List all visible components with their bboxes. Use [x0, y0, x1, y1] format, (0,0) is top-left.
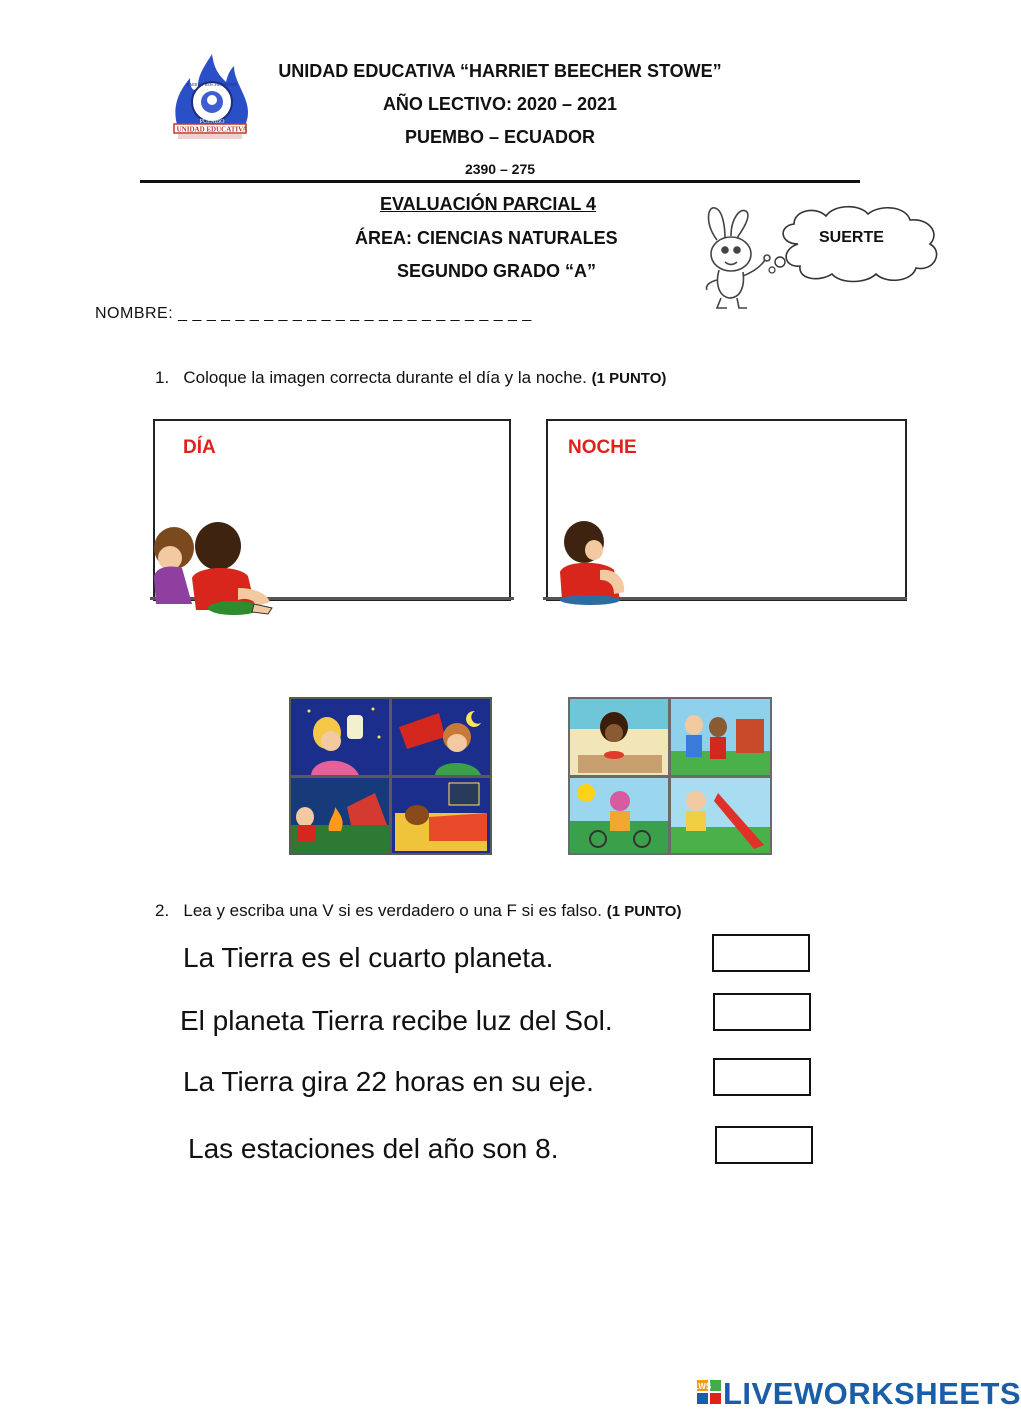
name-field[interactable]	[95, 305, 532, 323]
answer-box-2[interactable]	[713, 993, 811, 1031]
stargazing-jar-scene[interactable]	[291, 699, 389, 775]
logo-banner-text: UNIDAD EDUCATIVA	[176, 125, 248, 134]
exam-area: ÁREA: CIENCIAS NATURALES	[355, 228, 618, 248]
school-walk-scene[interactable]	[671, 699, 770, 775]
statement-4: Las estaciones del año son 8.	[188, 1133, 559, 1164]
sleeping-scene[interactable]	[392, 778, 490, 853]
playground-scene[interactable]	[671, 778, 770, 853]
answer-box-1[interactable]	[712, 934, 810, 972]
campfire-scene[interactable]	[291, 778, 389, 853]
night-images-grid[interactable]	[289, 697, 492, 855]
night-label: NOCHE	[568, 437, 637, 458]
name-blank[interactable]: _ _ _ _ _ _ _ _ _ _ _ _ _ _ _ _ _ _ _ _ _ _ _ _ _	[178, 305, 532, 322]
breakfast-scene[interactable]	[570, 699, 668, 775]
children-illustration	[148, 518, 278, 618]
question-1-number: 1.	[155, 368, 170, 387]
question-1-points: (1 PUNTO)	[591, 370, 667, 387]
logo-letter-l: LWS	[693, 1382, 712, 1391]
answer-box-4[interactable]	[715, 1126, 813, 1164]
statement-1: La Tierra es el cuarto planeta.	[183, 942, 554, 973]
liveworksheets-brand[interactable]: LIVEWORKSHEETS	[723, 1376, 1021, 1411]
statement-3: La Tierra gira 22 horas en su eje.	[183, 1066, 594, 1097]
child-illustration	[554, 520, 634, 608]
day-label: DÍA	[183, 437, 216, 458]
school-location: PUEMBO – ECUADOR	[404, 127, 596, 147]
school-name: UNIDAD EDUCATIVA “HARRIET BEECHER STOWE”	[278, 61, 722, 81]
question-2-text: Lea y escriba una V si es verdadero o una F si es falso.	[183, 901, 602, 920]
name-label: NOMBRE:	[95, 305, 174, 322]
telescope-scene[interactable]	[392, 699, 490, 775]
question-1	[155, 368, 666, 388]
logo-arc-text: HARRIET BEECHER STOWE	[186, 82, 238, 87]
header-divider	[140, 180, 860, 183]
exam-title: EVALUACIÓN PARCIAL 4	[380, 194, 597, 214]
question-2-points: (1 PUNTO)	[606, 903, 682, 920]
question-1-text: Coloque la imagen correcta durante el día y la noche.	[183, 368, 587, 387]
school-year: AÑO LECTIVO: 2020 – 2021	[382, 94, 618, 114]
logo-place-text: PUEMBO	[199, 119, 225, 125]
answer-box-3[interactable]	[713, 1058, 811, 1096]
statement-2: El planeta Tierra recibe luz del Sol.	[180, 1005, 613, 1036]
day-images-grid[interactable]	[568, 697, 772, 855]
question-2-number: 2.	[155, 901, 170, 920]
cloud-text: SUERTE	[819, 229, 884, 246]
liveworksheets-logo-icon	[693, 1380, 721, 1404]
bike-scene[interactable]	[570, 778, 668, 853]
question-2	[155, 901, 681, 921]
exam-grade: SEGUNDO GRADO “A”	[397, 261, 597, 281]
school-phone: 2390 – 275	[464, 161, 536, 177]
